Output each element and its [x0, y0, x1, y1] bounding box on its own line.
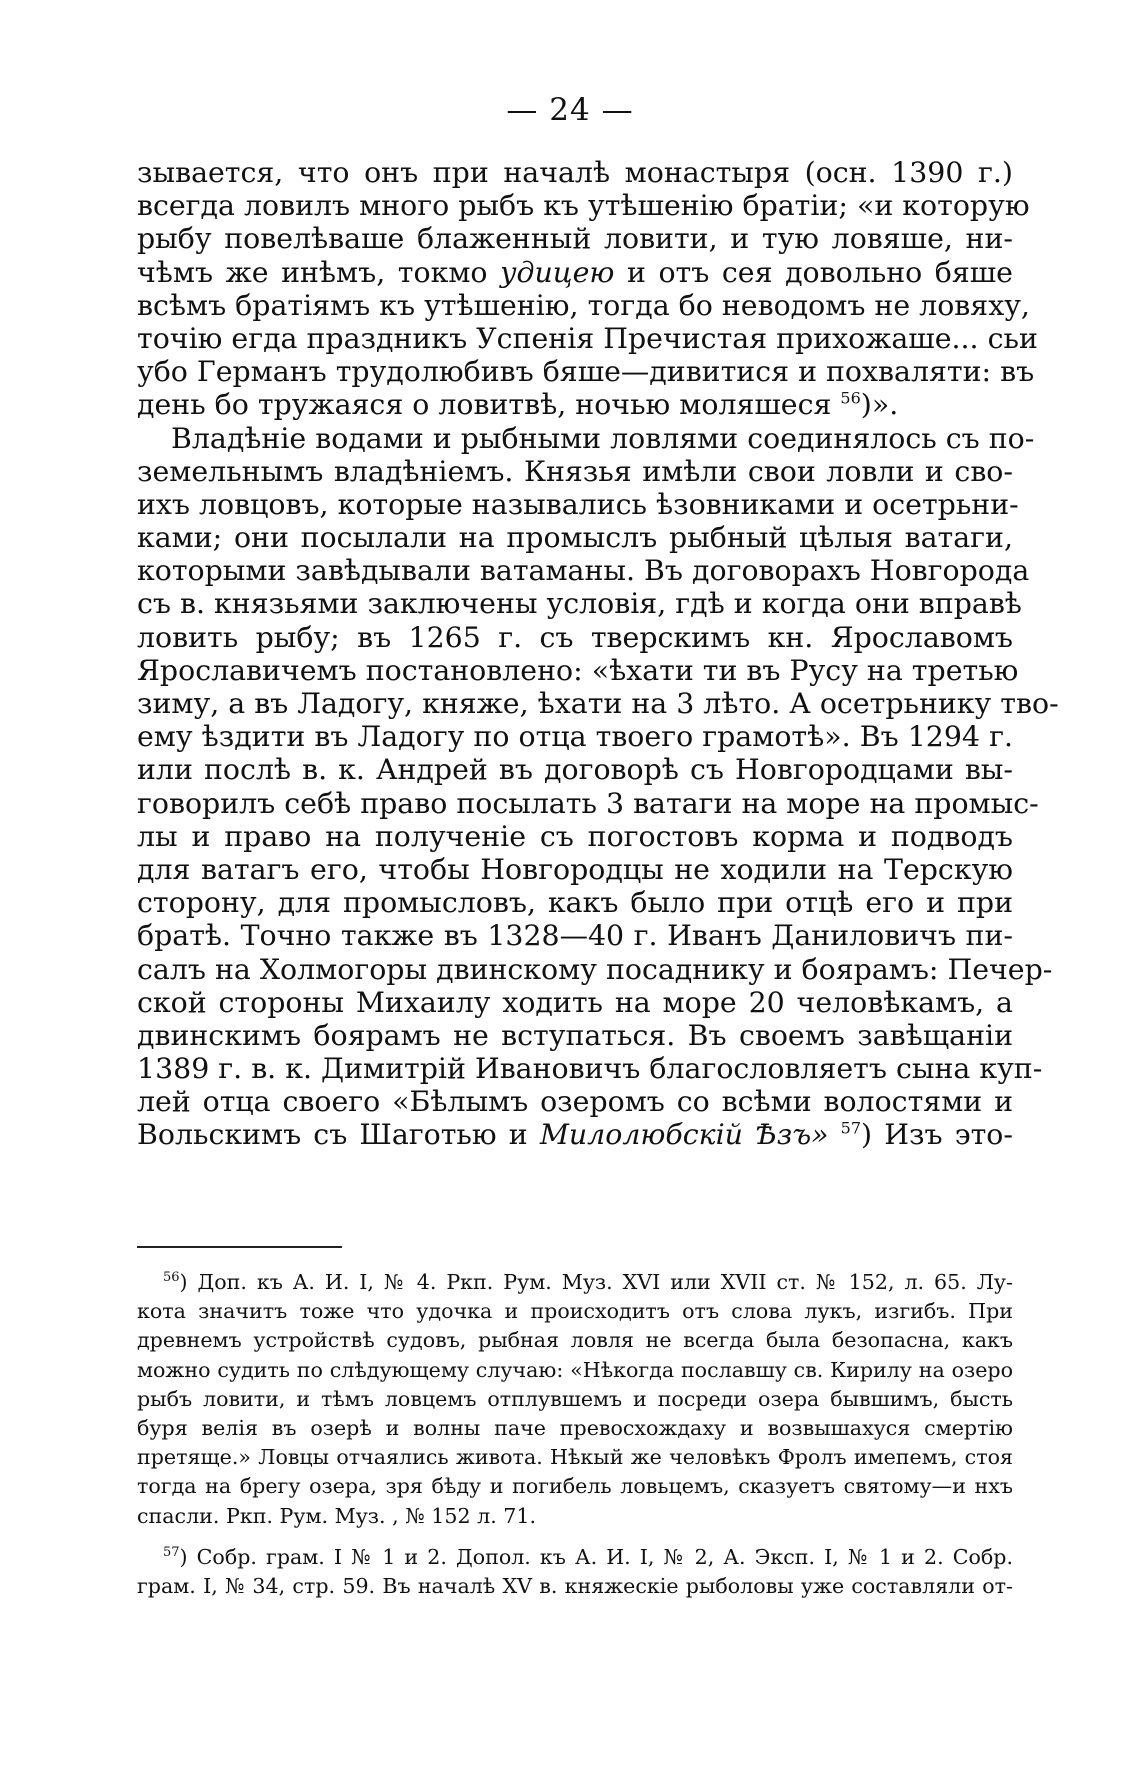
text-segment: Вольскимъ съ Шаготью и	[137, 1118, 540, 1152]
footnote-line: буря велія въ озерѣ и волны паче превосхождаху и возвышахуся смертію	[137, 1415, 1013, 1440]
text-line	[137, 388, 1013, 421]
text-line: братѣ. Точно также въ 1328—40 г. Иванъ Даниловичъ пи-	[137, 919, 1013, 953]
text-line: ской стороны Михаилу ходить на море 20 человѣкамъ, а	[137, 985, 1013, 1019]
footnote-line: можно судить по слѣдующему случаю: «Нѣкогда пославшу св. Кирилу на озеро	[137, 1357, 1013, 1382]
footnote-line: тогда на брегу озера, зря бѣду и погибель ловьцемъ, сказуетъ святому—и нхъ	[137, 1474, 1013, 1499]
page-number: — 24 —	[506, 92, 634, 128]
footnote-line: спасли. Ркп. Рум. Муз. , № 152 л. 71.	[137, 1503, 537, 1528]
text-line: для ватагъ его, чтобы Новгородцы не ходили на Терскую	[137, 852, 1013, 886]
footnote-divider	[137, 1246, 342, 1248]
text-line: рыбу повелѣваше блаженный ловити, и тую ловяше, ни-	[137, 222, 1013, 256]
footnote-line: грам. I, № 34, стр. 59. Въ началѣ XV в. княжескіе рыболовы уже составляли от-	[137, 1573, 1013, 1598]
text-line: всегда ловилъ много рыбъ къ утѣшенію братіи; «и которую	[137, 189, 1030, 223]
text-segment: ) Собр. грам. I № 1 и 2. Допол. къ А. И. I, № 2, А. Эксп. I, № 1 и 2. Собр.	[179, 1544, 1013, 1569]
text-segment: ) Доп. къ А. И. I, № 4. Ркп. Рум. Муз. XVI или XVII ст. № 152, л. 65. Лу-	[179, 1270, 1013, 1294]
footnote-mark: 57	[163, 1544, 180, 1560]
text-line: сторону, для промысловъ, какъ было при отцѣ его и при	[137, 886, 1013, 920]
text-line: лей отца своего «Бѣлымъ озеромъ со всѣми волостями и	[137, 1085, 1013, 1119]
text-line: или послѣ в. к. Андрей въ договорѣ съ Новгородцами вы-	[137, 753, 1013, 787]
text-line: ихъ ловцовъ, которые назывались ѣзовниками и осетрьни-	[137, 487, 1019, 521]
footnote-line	[137, 1543, 1013, 1572]
text-line: убо Германъ трудолюбивъ бяше—дивитися и похваляти: въ	[137, 355, 1035, 389]
text-line: земельнымъ владѣніемъ. Князья имѣли свои ловли и сво-	[137, 454, 1013, 488]
text-line: всѣмъ братіямъ къ утѣшенію, тогда бо неводомъ не ловяху,	[137, 288, 1030, 322]
text-line: лы и право на полученіе съ погостовъ корма и подводъ	[137, 819, 1013, 853]
footnote-line: рыбъ ловити, и тѣмъ ловцемъ отплувшемъ и посреди озера бывшимъ, бысть	[137, 1386, 1013, 1411]
footnote-line	[137, 1268, 1013, 1297]
footnote-gap	[137, 1531, 1013, 1543]
text-line: зывается, что онъ при началѣ монастыря (осн. 1390 г.)	[137, 156, 1013, 189]
main-text	[137, 156, 1059, 1152]
text-segment: день бо тружаяся о ловитвѣ, ночью моляшеся	[137, 388, 841, 422]
text-line: съ в. князьями заключены условія, гдѣ и когда они вправѣ	[137, 587, 1022, 621]
footnote-line: претяще.» Ловцы отчаялись живота. Нѣкый же человѣкъ Фролъ имепемъ, стоя	[137, 1445, 1013, 1470]
text-line	[137, 256, 1013, 289]
text-line: салъ на Холмогоры двинскому посаднику и боярамъ: Печер-	[137, 952, 1053, 986]
footnote-line: древнемъ устройствѣ судовъ, рыбная ловля не всегда была безопасна, какъ	[137, 1328, 1013, 1353]
footnote-mark: 56	[163, 1270, 180, 1286]
text-line: которыми завѣдывали ватаманы. Въ договорахъ Новгорода	[137, 554, 1030, 588]
italic-name: Милолюбскій Ѣзъ»	[539, 1118, 829, 1152]
text-line: Владѣніе водами и рыбными ловлями соединялось съ по-	[171, 421, 1035, 455]
text-line: 1389 г. в. к. Димитрій Ивановичъ благословляетъ сына куп-	[137, 1052, 1043, 1086]
footnote-ref: 56	[840, 388, 861, 408]
text-segment: ) Изъ это-	[861, 1118, 1013, 1152]
text-line: Ярославичемъ постановлено: «ѣхати ти въ Русу на третью	[137, 653, 1019, 687]
footnote-line: кота значитъ тоже что удочка и происходитъ отъ слова лукъ, изгибъ. При	[137, 1299, 1013, 1324]
text-line: зиму, а въ Ладогу, княже, ѣхати на 3 лѣто. А осетрьнику тво-	[137, 687, 1059, 720]
text-line: говорилъ себѣ право посылать 3 ватаги на море на промыс-	[137, 786, 1039, 820]
italic-word: удицею	[500, 255, 615, 289]
footnotes	[137, 1268, 1013, 1601]
text-line: ему ѣздити въ Ладогу по отца твоего грамотѣ». Въ 1294 г.	[137, 720, 1013, 754]
text-segment: )».	[860, 388, 899, 422]
text-line: ками; они посылали на промыслъ рыбный цѣлыя ватаги,	[137, 521, 1013, 555]
text-line: ловить рыбу; въ 1265 г. съ тверскимъ кн. Ярославомъ	[137, 620, 1013, 654]
footnote-ref: 57	[840, 1118, 862, 1138]
text-line	[137, 1118, 1013, 1151]
text-line: точію егда праздникъ Успенія Пречистая прихожаше... сьи	[137, 321, 1038, 355]
text-line: двинскимъ боярамъ не вступаться. Въ своемъ завѣщаніи	[137, 1018, 1013, 1052]
text-segment: чѣмъ же инѣмъ, токмо	[137, 255, 501, 289]
text-segment: и отъ сея довольно бяше	[614, 255, 1013, 289]
